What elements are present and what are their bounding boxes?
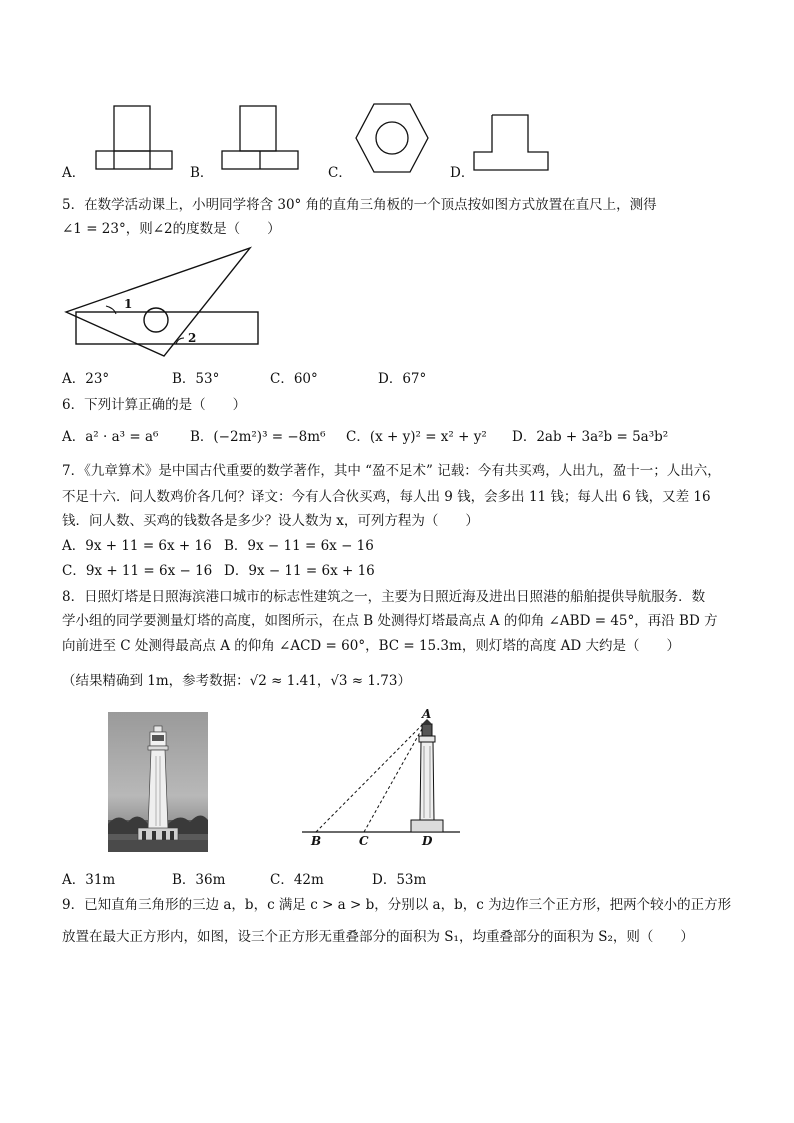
q5-stem-line1: 5．在数学活动课上，小明同学将含 30° 角的直角三角板的一个顶点按如图方式放置在直尺上，测得	[62, 197, 657, 213]
q9-stem-line1: 9．已知直角三角形的三边 a，b，c 满足 c > a > b，分别以 a，b，c 为边作三个正方形，把两个较小的正方形	[62, 897, 732, 913]
q8-stem-line4: （结果精确到 1m，参考数据：√2 ≈ 1.41，√3 ≈ 1.73）	[62, 673, 411, 689]
q4-option-b-label: B．	[190, 165, 214, 181]
q7-stem-line2: 不足十六．问人数鸡价各几何？译文：今有人合伙买鸡，每人出 9 钱，会多出 11 钱；每人出 6 钱，又差 16	[62, 489, 711, 505]
q7-option-d: D．9x − 11 = 6x + 16	[224, 563, 375, 579]
q4-option-d-figure	[472, 112, 550, 172]
q8-geometry-figure	[300, 706, 470, 846]
q6-option-c: C．(x + y)² = x² + y²	[346, 429, 487, 445]
q6-option-b: B．(−2m²)³ = −8m⁶	[190, 429, 326, 445]
q8-option-b: B．36m	[172, 872, 226, 888]
q8-option-d: D．53m	[372, 872, 427, 888]
q8-point-b-label: B	[311, 834, 322, 848]
q8-stem-line1: 8．日照灯塔是日照海滨港口城市的标志性建筑之一，主要为日照近海及进出日照港的船舶提供导航服务．数	[62, 589, 706, 605]
q4-option-a-label: A．	[62, 165, 86, 181]
q4-option-c-figure	[354, 100, 430, 176]
q8-point-d-label: D	[422, 834, 433, 848]
q7-option-a: A．9x + 11 = 6x + 16	[62, 538, 212, 554]
q5-angle1-label: 1	[124, 297, 133, 311]
q8-point-a-label: A	[422, 707, 432, 721]
q8-stem-line3: 向前进至 C 处测得最高点 A 的仰角 ∠ACD = 60°，BC = 15.3m，则灯塔的高度 AD 大约是（ ）	[62, 638, 680, 654]
q6-option-d: D．2ab + 3a²b = 5a³b²	[512, 429, 669, 445]
q4-option-b-figure	[220, 104, 300, 172]
q6-stem: 6．下列计算正确的是（ ）	[62, 397, 247, 413]
q6-option-a: A．a² · a³ = a⁶	[62, 429, 159, 445]
q8-option-c: C．42m	[270, 872, 324, 888]
q4-option-d-label: D．	[450, 165, 475, 181]
q7-option-b: B．9x − 11 = 6x − 16	[224, 538, 374, 554]
q5-ruler-triangle-figure	[62, 246, 262, 358]
q8-point-c-label: C	[359, 834, 369, 848]
q7-stem-line3: 钱．问人数、买鸡的钱数各是多少？设人数为 x，可列方程为（ ）	[62, 513, 479, 529]
q4-option-a-figure	[94, 104, 174, 172]
q5-option-d: D．67°	[378, 371, 427, 387]
q5-stem-line2: ∠1 = 23°，则∠2的度数是（ ）	[62, 221, 281, 237]
q5-option-b: B．53°	[172, 371, 220, 387]
q4-option-c-label: C．	[328, 165, 352, 181]
q8-stem-line2: 学小组的同学要测量灯塔的高度，如图所示，在点 B 处测得灯塔最高点 A 的仰角 ∠ABD = 45°，再沿 BD 方	[62, 613, 718, 629]
q7-option-c: C．9x + 11 = 6x − 16	[62, 563, 213, 579]
q8-option-a: A．31m	[62, 872, 116, 888]
q7-stem-line1: 7．《九章算术》是中国古代重要的数学著作，其中 “盈不足术” 记载：今有共买鸡，人出九，盈十一；人出六，	[62, 463, 721, 479]
lighthouse-photo	[108, 712, 208, 852]
q5-angle2-label: 2	[188, 331, 197, 345]
q9-stem-line2: 放置在最大正方形内，如图，设三个正方形无重叠部分的面积为 S₁，均重叠部分的面积为 S₂，则（ ）	[62, 929, 694, 945]
q5-option-a: A．23°	[62, 371, 110, 387]
q5-option-c: C．60°	[270, 371, 318, 387]
